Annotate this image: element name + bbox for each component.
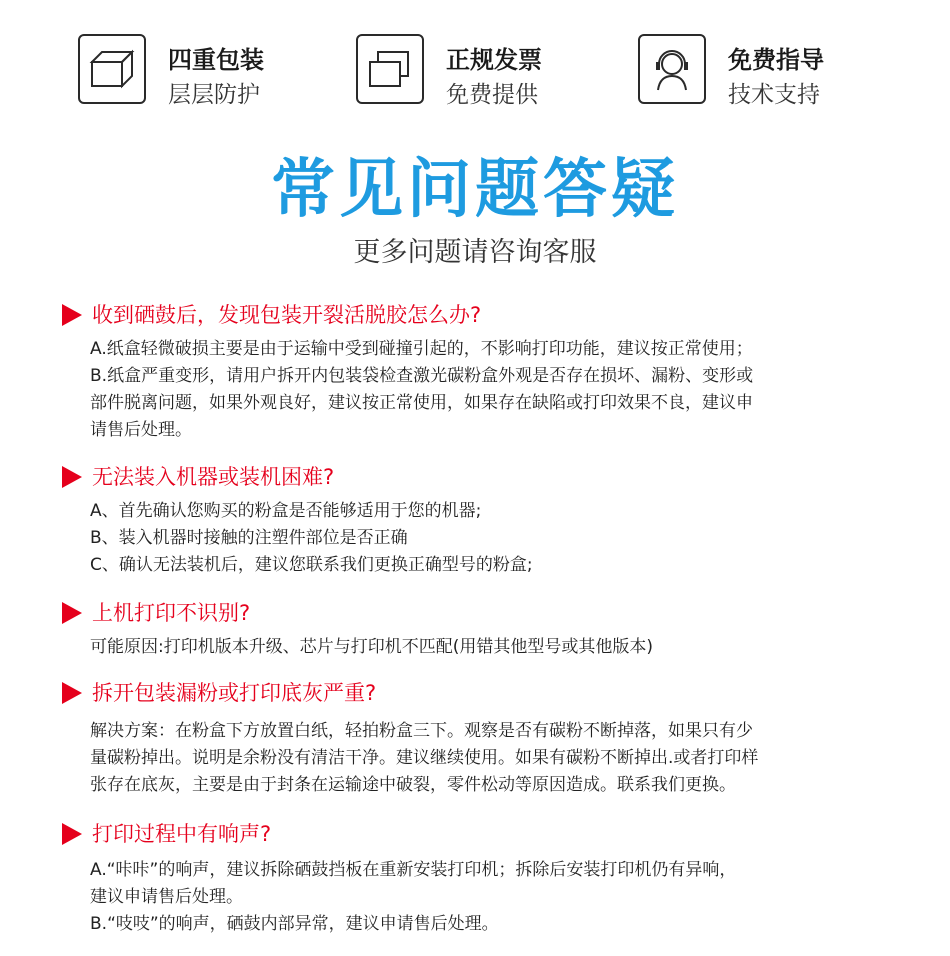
feature-subtitle: 技术支持 xyxy=(728,82,820,108)
faq-question-text: 打印过程中有响声? xyxy=(92,822,272,846)
faq-answer-line: 请售后处理。 xyxy=(90,420,192,440)
faq-answer-line: 量碳粉掉出。说明是余粉没有清洁干净。建议继续使用。如果有碳粉不断掉出.或者打印样 xyxy=(90,748,759,768)
faq-item-install-difficulty xyxy=(62,460,882,579)
faq-item-packaging-damage xyxy=(62,298,882,444)
faq-answer-line: A.“咔咔”的响声，建议拆除硒鼓挡板在重新安装打印机；拆除后安装打印机仍有异响， xyxy=(90,860,737,880)
triangle-bullet-icon xyxy=(62,682,82,704)
headset-support-icon xyxy=(646,44,698,96)
triangle-bullet-icon xyxy=(62,823,82,845)
faq-answer-line: B、装入机器时接触的注塑件部位是否正确 xyxy=(90,528,408,548)
faq-question-text: 收到硒鼓后，发现包装开裂活脱胶怎么办? xyxy=(92,303,482,327)
faq-answer-line: 部件脱离问题，如果外观良好，建议按正常使用，如果存在缺陷或打印效果不良，建议申 xyxy=(90,393,753,413)
faq-answer xyxy=(90,336,882,444)
faq-question-text: 拆开包装漏粉或打印底灰严重? xyxy=(92,681,377,705)
triangle-bullet-icon xyxy=(62,304,82,326)
faq-question xyxy=(62,817,882,851)
faq-question-text: 上机打印不识别? xyxy=(92,601,251,625)
faq-answer-line: A、首先确认您购买的粉盒是否能够适用于您的机器; xyxy=(90,501,482,521)
faq-answer-line: A.纸盒轻微破损主要是由于运输中受到碰撞引起的，不影响打印功能，建议按正常使用； xyxy=(90,339,753,359)
feature-icon-frame xyxy=(356,34,424,104)
faq-answer-line: 解决方案：在粉盒下方放置白纸，轻拍粉盒三下。观察是否有碳粉不断掉落，如果只有少 xyxy=(90,721,753,741)
triangle-bullet-icon xyxy=(62,602,82,624)
faq-answer xyxy=(90,498,882,579)
feature-subtitle: 层层防护 xyxy=(168,82,260,108)
feature-title: 免费指导 xyxy=(728,46,824,74)
feature-title: 四重包装 xyxy=(168,46,264,74)
faq-answer xyxy=(90,718,882,799)
feature-subtitle: 免费提供 xyxy=(446,82,538,108)
faq-answer-line: C、确认无法装机后，建议您联系我们更换正确型号的粉盒; xyxy=(90,555,533,575)
box-icon xyxy=(86,44,138,96)
feature-strip xyxy=(78,34,878,110)
faq-question-text: 无法装入机器或装机困难? xyxy=(92,465,335,489)
faq-item-noise xyxy=(62,817,882,938)
triangle-bullet-icon xyxy=(62,466,82,488)
faq-answer-line: 张存在底灰，主要是由于封条在运输途中破裂，零件松动等原因造成。联系我们更换。 xyxy=(90,775,736,795)
faq-question xyxy=(62,298,882,332)
faq-answer-line: 可能原因:打印机版本升级、芯片与打印机不匹配(用错其他型号或其他版本) xyxy=(90,637,653,657)
feature-title: 正规发票 xyxy=(446,46,542,74)
faq-answer xyxy=(90,857,882,938)
invoice-icon xyxy=(364,44,416,96)
faq-answer-line: B.“吱吱”的响声，硒鼓内部异常，建议申请售后处理。 xyxy=(90,914,499,934)
faq-answer xyxy=(90,634,882,661)
page-title: 常见问题答疑 xyxy=(271,153,679,227)
faq-answer-line: B.纸盒严重变形，请用户拆开内包装袋检查激光碳粉盒外观是否存在损坏、漏粉、变形或 xyxy=(90,366,754,386)
feature-icon-frame xyxy=(78,34,146,104)
feature-icon-frame xyxy=(638,34,706,104)
faq-question xyxy=(62,460,882,494)
faq-question xyxy=(62,676,882,710)
faq-question xyxy=(62,596,882,630)
page-subtitle: 更多问题请咨询客服 xyxy=(353,237,597,268)
faq-item-toner-leak xyxy=(62,676,882,799)
faq-answer-line: 建议申请售后处理。 xyxy=(90,887,243,907)
faq-item-not-recognized xyxy=(62,596,882,661)
